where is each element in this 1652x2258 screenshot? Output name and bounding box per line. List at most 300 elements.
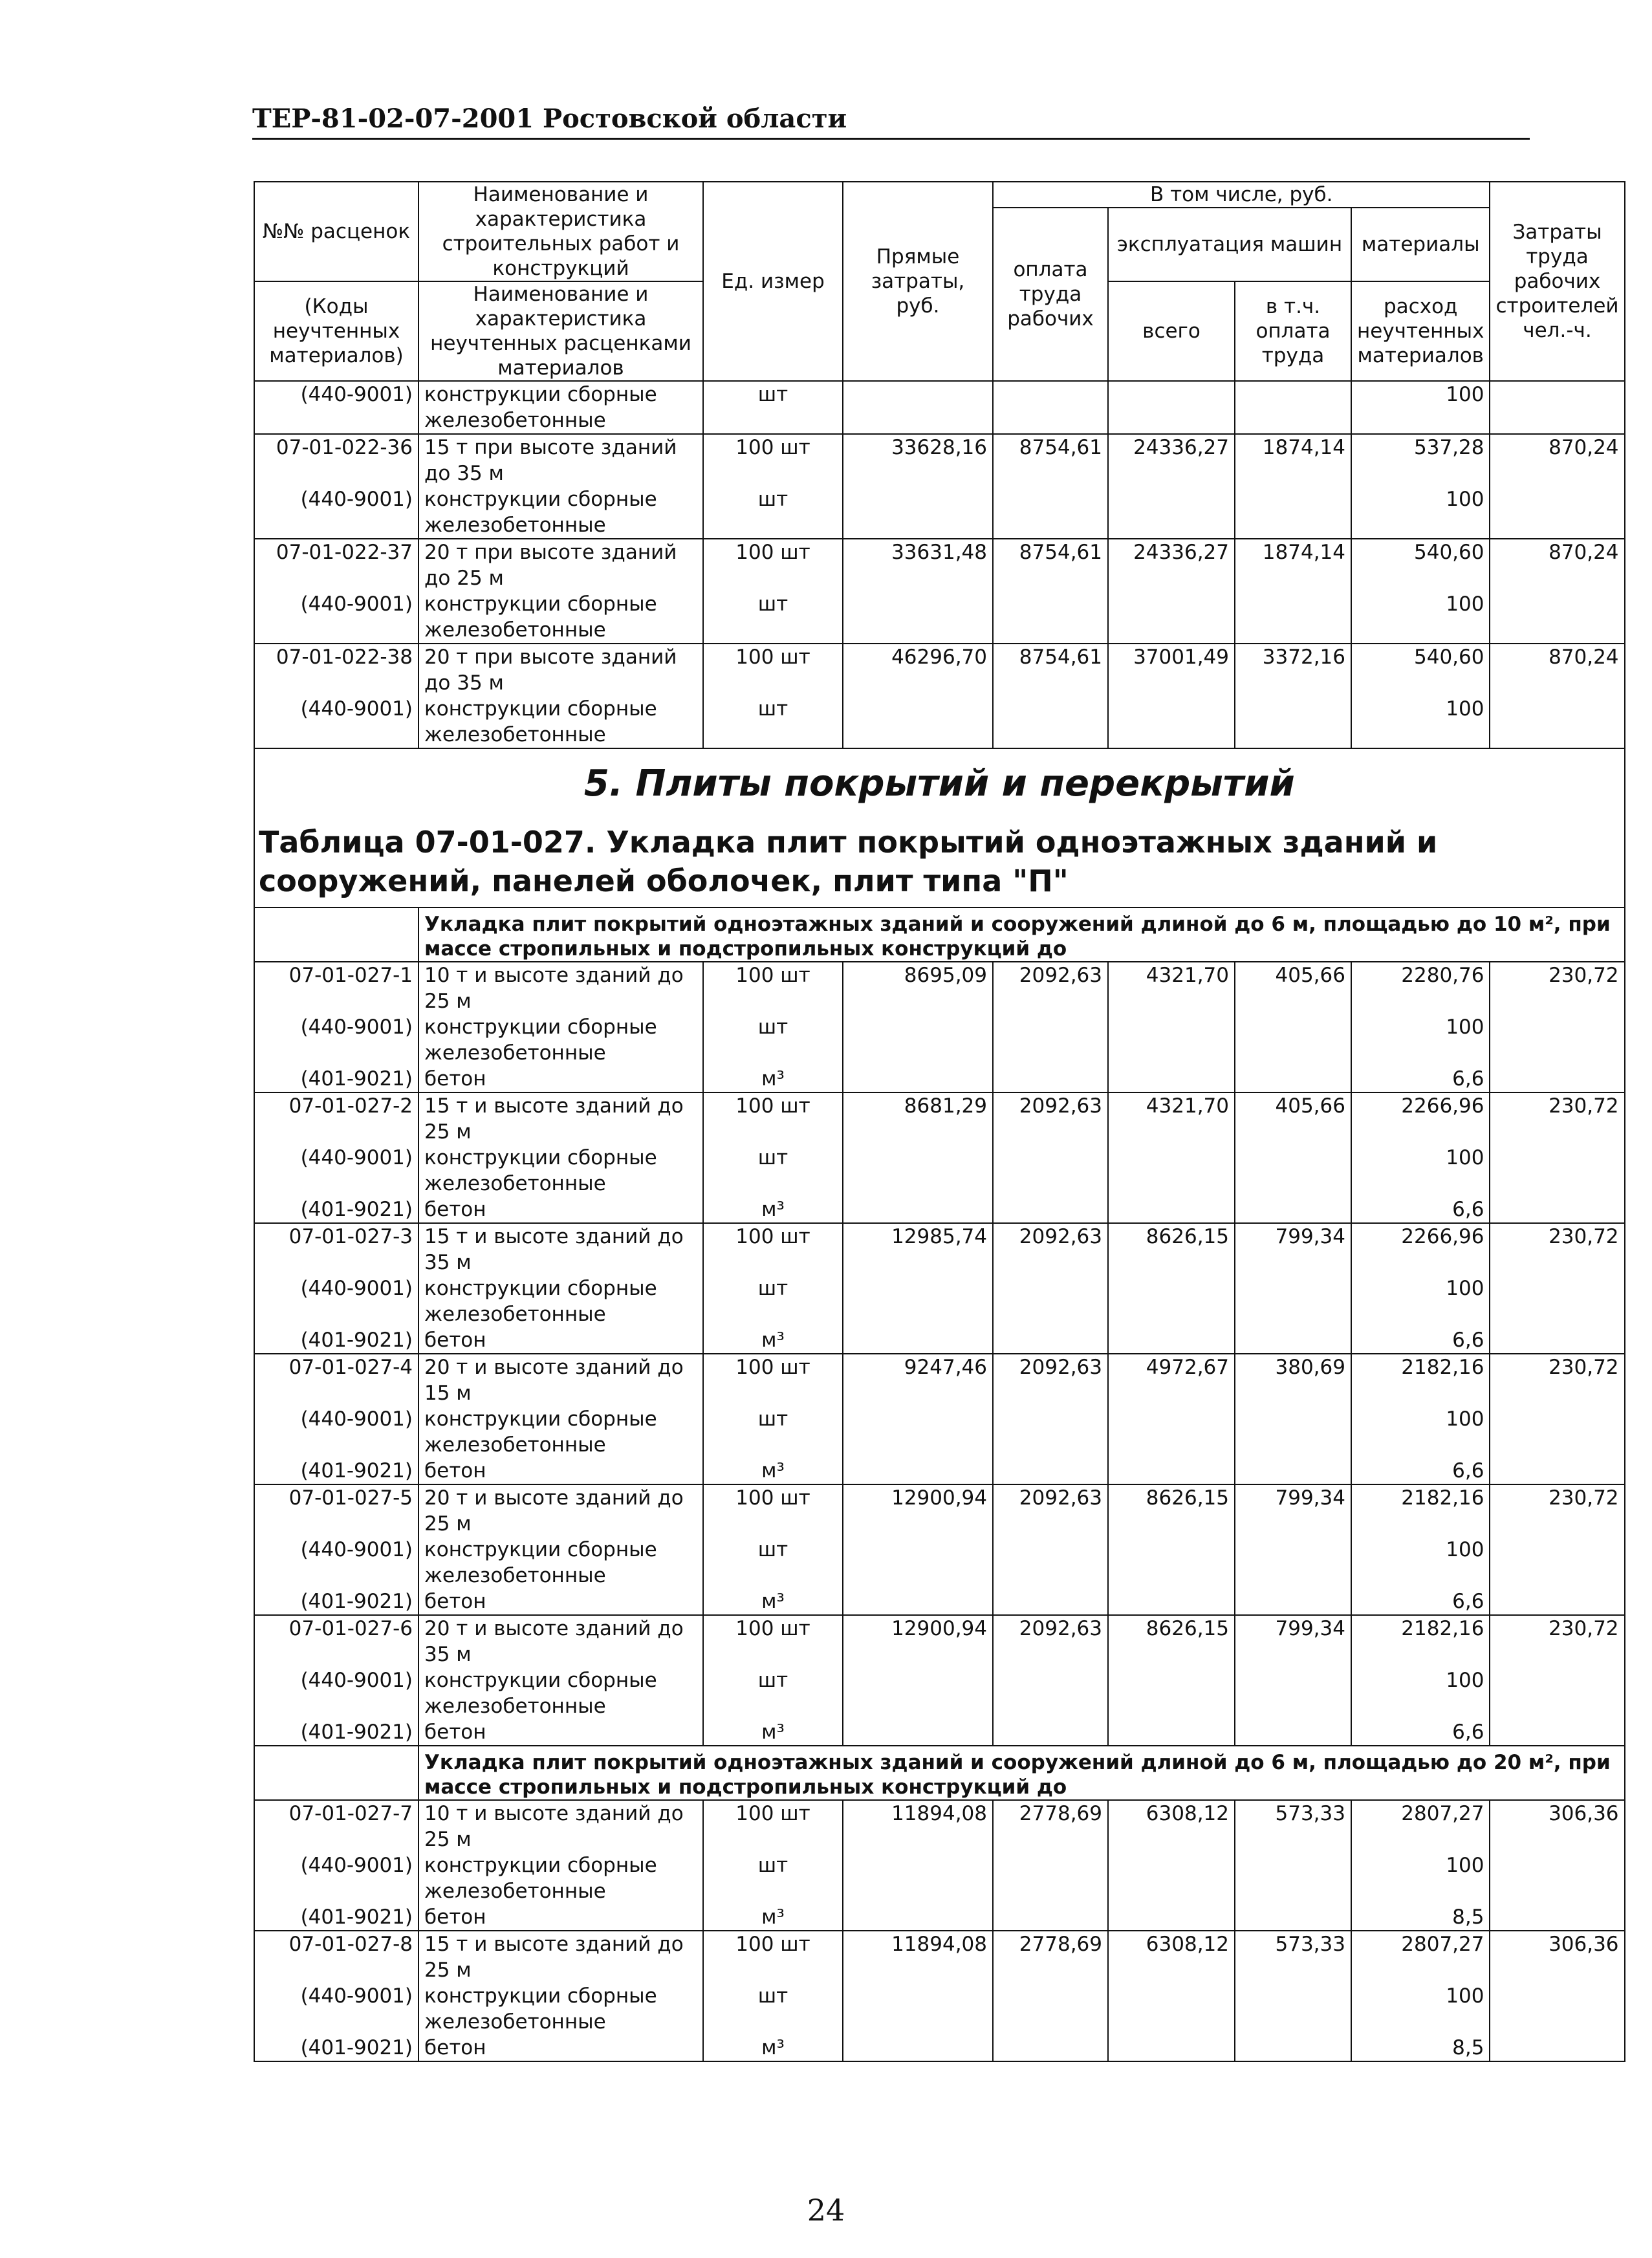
header-code: №№ расценок [254,182,418,281]
cell-all: 4972,67 [1108,1354,1235,1406]
cell-mat: 100 [1351,381,1490,434]
cell-mlab [1235,1537,1351,1589]
cell-mat: 100 [1351,1537,1490,1589]
cell-unit: м³ [703,1904,843,1931]
cell-unit: шт [703,591,843,644]
cell-mat: 540,60 [1351,539,1490,591]
table-row [254,1092,1625,1145]
cell-mlab [1235,1589,1351,1615]
cell-name: бетон [418,1904,703,1931]
cell-mlab: 405,66 [1235,1092,1351,1145]
cell-lab [1490,1852,1624,1904]
cell-name: конструкции сборные железобетонные [418,1983,703,2035]
cell-code: (440-9001) [254,486,418,539]
cell-mat: 6,6 [1351,1589,1490,1615]
table-row [254,591,1625,644]
cell-mat: 100 [1351,1145,1490,1197]
table-caption: Таблица 07-01-027. Укладка плит покрытий одноэтажных зданий и сооружений, панелей оболочек, плит типа "П" [259,825,1438,898]
cell-mlab: 1874,14 [1235,539,1351,591]
table-row [254,1904,1625,1931]
cell-name: бетон [418,1719,703,1746]
cell-mlab [1235,696,1351,748]
cell-all [1108,1904,1235,1931]
header-materials-sub: расход неучтенных материалов [1351,281,1490,381]
cell-code: 07-01-027-6 [254,1615,418,1667]
cell-lab [1490,1327,1624,1354]
cell-code: (440-9001) [254,1983,418,2035]
cell-name: 10 т и высоте зданий до 25 м [418,1800,703,1852]
cell-mlab [1235,1406,1351,1458]
cell-lab: 230,72 [1490,1223,1624,1276]
cell-direct [843,1852,993,1904]
cell-code: (440-9001) [254,1406,418,1458]
table-row [254,1537,1625,1589]
cell-unit: шт [703,486,843,539]
table-row [254,1458,1625,1484]
cell-unit: шт [703,1852,843,1904]
cell-all: 37001,49 [1108,644,1235,696]
cell-pay [993,2035,1108,2061]
cell-name: конструкции сборные железобетонные [418,1014,703,1066]
table-row [254,1406,1625,1458]
cell-lab: 230,72 [1490,962,1624,1014]
cell-unit: м³ [703,2035,843,2061]
cell-direct: 8695,09 [843,962,993,1014]
header-machines-labor: в т.ч. оплата труда [1235,281,1351,381]
cell-unit: м³ [703,1327,843,1354]
cell-mlab: 573,33 [1235,1931,1351,1983]
cell-mlab [1235,591,1351,644]
cell-unit: м³ [703,1066,843,1092]
cell-code: (440-9001) [254,1014,418,1066]
cell-mat: 100 [1351,1852,1490,1904]
cell-all [1108,486,1235,539]
cell-name: 20 т и высоте зданий до 25 м [418,1484,703,1537]
table-row [254,1852,1625,1904]
table-row [254,1276,1625,1327]
cell-name: конструкции сборные железобетонные [418,1537,703,1589]
cell-name: 20 т при высоте зданий до 25 м [418,539,703,591]
cell-lab [1490,1197,1624,1223]
table-row [254,1589,1625,1615]
cell-mlab: 573,33 [1235,1800,1351,1852]
cell-code: 07-01-027-3 [254,1223,418,1276]
cell-code: (401-9021) [254,1066,418,1092]
rates-table [254,181,1625,2062]
cell-lab [1490,591,1624,644]
cell-mlab [1235,1327,1351,1354]
cell-name: бетон [418,1197,703,1223]
cell-code: 07-01-022-37 [254,539,418,591]
cell-unit: 100 шт [703,644,843,696]
cell-direct: 11894,08 [843,1800,993,1852]
cell-code: 07-01-027-8 [254,1931,418,1983]
cell-all [1108,1458,1235,1484]
header-labor-pay: оплата труда рабочих [993,208,1108,381]
cell-mlab [1235,1458,1351,1484]
cell-unit: 100 шт [703,434,843,486]
cell-direct [843,1066,993,1092]
table-row [254,2035,1625,2061]
cell-direct [843,1014,993,1066]
cell-mat: 100 [1351,486,1490,539]
cell-code: (401-9021) [254,1197,418,1223]
cell-unit: 100 шт [703,962,843,1014]
cell-mat: 6,6 [1351,1458,1490,1484]
cell-unit: шт [703,1983,843,2035]
table-row [254,962,1625,1014]
cell-code: (440-9001) [254,1537,418,1589]
cell-code: 07-01-027-1 [254,962,418,1014]
table-row [254,1145,1625,1197]
cell-lab [1490,1406,1624,1458]
cell-direct [843,381,993,434]
cell-code: (440-9001) [254,1667,418,1719]
cell-mat: 2807,27 [1351,1931,1490,1983]
cell-code: 07-01-027-2 [254,1092,418,1145]
cell-code: (440-9001) [254,1276,418,1327]
cell-pay [993,1014,1108,1066]
cell-all [1108,1406,1235,1458]
table-body-top [254,381,1625,748]
cell-direct [843,1667,993,1719]
cell-name: бетон [418,1327,703,1354]
cell-mlab: 1874,14 [1235,434,1351,486]
cell-mat: 6,6 [1351,1197,1490,1223]
cell-name: бетон [418,2035,703,2061]
cell-direct [843,1197,993,1223]
cell-pay: 8754,61 [993,539,1108,591]
cell-lab: 870,24 [1490,644,1624,696]
cell-name: 15 т при высоте зданий до 35 м [418,434,703,486]
cell-mlab [1235,1066,1351,1092]
cell-unit: 100 шт [703,1354,843,1406]
cell-mat: 2182,16 [1351,1615,1490,1667]
cell-lab: 306,36 [1490,1931,1624,1983]
cell-direct [843,1145,993,1197]
cell-pay [993,1719,1108,1746]
cell-pay: 2092,63 [993,1484,1108,1537]
cell-pay [993,1537,1108,1589]
cell-lab [1490,1145,1624,1197]
cell-direct [843,1327,993,1354]
cell-direct: 8681,29 [843,1092,993,1145]
cell-mat: 6,6 [1351,1327,1490,1354]
table-row [254,644,1625,696]
cell-unit: 100 шт [703,539,843,591]
cell-mlab [1235,2035,1351,2061]
cell-lab [1490,1066,1624,1092]
header-including: В том числе, руб. [993,182,1490,208]
cell-mat: 6,6 [1351,1066,1490,1092]
table-row [254,1354,1625,1406]
cell-mlab: 799,34 [1235,1223,1351,1276]
table-body-group-2 [254,1800,1625,2061]
cell-unit: м³ [703,1458,843,1484]
cell-pay [993,381,1108,434]
cell-name: бетон [418,1458,703,1484]
cell-all: 8626,15 [1108,1223,1235,1276]
cell-mat: 2266,96 [1351,1092,1490,1145]
cell-pay: 2092,63 [993,1354,1108,1406]
cell-mat: 2182,16 [1351,1484,1490,1537]
cell-name: 10 т и высоте зданий до 25 м [418,962,703,1014]
cell-pay: 2778,69 [993,1800,1108,1852]
header-labor-cost: Затраты труда рабочих строителей чел.-ч. [1490,182,1624,381]
cell-direct [843,1458,993,1484]
group-heading-1: Укладка плит покрытий одноэтажных зданий и сооружений длиной до 6 м, площадью до 10 м², при массе стропильных и подстропильных конструкций до [418,907,1625,962]
cell-direct [843,1276,993,1327]
cell-name: конструкции сборные железобетонные [418,1145,703,1197]
cell-lab: 230,72 [1490,1092,1624,1145]
cell-unit: м³ [703,1719,843,1746]
cell-lab [1490,696,1624,748]
cell-direct [843,486,993,539]
header-machines-all: всего [1108,281,1235,381]
cell-name: конструкции сборные железобетонные [418,696,703,748]
header-name-sub: Наименование и характеристика неучтенных расценками материалов [418,281,703,381]
cell-code: 07-01-022-38 [254,644,418,696]
cell-mat: 537,28 [1351,434,1490,486]
cell-mlab [1235,1983,1351,2035]
cell-name: бетон [418,1066,703,1092]
cell-direct: 12985,74 [843,1223,993,1276]
cell-name: 20 т при высоте зданий до 35 м [418,644,703,696]
cell-all [1108,1852,1235,1904]
cell-unit: шт [703,1667,843,1719]
cell-all [1108,1983,1235,2035]
cell-all [1108,1719,1235,1746]
table-row [254,1800,1625,1852]
cell-code: 07-01-027-4 [254,1354,418,1406]
cell-name: конструкции сборные железобетонные [418,381,703,434]
cell-direct: 33628,16 [843,434,993,486]
cell-all: 6308,12 [1108,1800,1235,1852]
cell-mlab: 380,69 [1235,1354,1351,1406]
cell-unit: м³ [703,1589,843,1615]
cell-all [1108,591,1235,644]
cell-direct: 12900,94 [843,1484,993,1537]
cell-pay [993,1458,1108,1484]
cell-mat: 2182,16 [1351,1354,1490,1406]
cell-code: (440-9001) [254,1145,418,1197]
cell-lab [1490,1458,1624,1484]
cell-mat: 100 [1351,1667,1490,1719]
table-row [254,434,1625,486]
document-header: ТЕР-81-02-07-2001 Ростовской области [252,103,1530,140]
cell-mat: 100 [1351,1014,1490,1066]
cell-lab: 230,72 [1490,1484,1624,1537]
cell-pay: 8754,61 [993,644,1108,696]
cell-mat: 8,5 [1351,2035,1490,2061]
cell-pay [993,591,1108,644]
cell-direct: 12900,94 [843,1615,993,1667]
cell-mat: 2807,27 [1351,1800,1490,1852]
page-number: 24 [807,2193,845,2228]
header-machines: эксплуатация машин [1108,208,1351,281]
cell-mat: 2266,96 [1351,1223,1490,1276]
cell-mlab [1235,1904,1351,1931]
cell-mlab [1235,1197,1351,1223]
group-heading-2: Укладка плит покрытий одноэтажных зданий и сооружений длиной до 6 м, площадью до 20 м², при массе стропильных и подстропильных конструкций до [418,1746,1625,1800]
cell-pay: 2778,69 [993,1931,1108,1983]
section-title: 5. Плиты покрытий и перекрытий [583,763,1295,805]
cell-lab: 230,72 [1490,1615,1624,1667]
cell-code: (440-9001) [254,696,418,748]
cell-direct [843,1719,993,1746]
cell-mat: 100 [1351,696,1490,748]
cell-mlab [1235,1852,1351,1904]
cell-pay: 2092,63 [993,1092,1108,1145]
cell-code: 07-01-027-7 [254,1800,418,1852]
table-row [254,486,1625,539]
cell-direct: 46296,70 [843,644,993,696]
cell-all [1108,1145,1235,1197]
cell-all [1108,1327,1235,1354]
cell-name: конструкции сборные железобетонные [418,1276,703,1327]
cell-unit: шт [703,1406,843,1458]
cell-lab: 870,24 [1490,434,1624,486]
cell-direct: 11894,08 [843,1931,993,1983]
cell-code: (440-9001) [254,381,418,434]
cell-mlab: 799,34 [1235,1484,1351,1537]
cell-name: конструкции сборные железобетонные [418,1852,703,1904]
cell-code: (401-9021) [254,2035,418,2061]
cell-pay [993,1983,1108,2035]
cell-lab: 230,72 [1490,1354,1624,1406]
header-code-sub: (Коды неучтенных материалов) [254,281,418,381]
header-direct-costs: Прямые затраты, руб. [843,182,993,381]
table-row [254,1484,1625,1537]
cell-pay [993,1197,1108,1223]
cell-lab [1490,1014,1624,1066]
cell-all: 6308,12 [1108,1931,1235,1983]
cell-lab [1490,1589,1624,1615]
cell-mlab [1235,1145,1351,1197]
cell-direct: 9247,46 [843,1354,993,1406]
cell-lab [1490,381,1624,434]
cell-name: 15 т и высоте зданий до 35 м [418,1223,703,1276]
table-row [254,1667,1625,1719]
cell-pay [993,1667,1108,1719]
cell-all [1108,1066,1235,1092]
cell-all: 24336,27 [1108,434,1235,486]
cell-unit: 100 шт [703,1484,843,1537]
cell-mat: 2280,76 [1351,962,1490,1014]
header-name: Наименование и характеристика строительных работ и конструкций [418,182,703,281]
cell-unit: шт [703,1014,843,1066]
cell-mat: 100 [1351,1406,1490,1458]
cell-lab [1490,2035,1624,2061]
cell-all [1108,1537,1235,1589]
section-block [254,748,1625,962]
cell-lab [1490,486,1624,539]
cell-pay [993,1276,1108,1327]
cell-mlab: 405,66 [1235,962,1351,1014]
cell-code: (440-9001) [254,1852,418,1904]
cell-lab [1490,1904,1624,1931]
cell-mlab [1235,1719,1351,1746]
cell-all [1108,1667,1235,1719]
cell-all [1108,1276,1235,1327]
cell-code: (401-9021) [254,1589,418,1615]
cell-name: конструкции сборные железобетонные [418,486,703,539]
cell-pay [993,1145,1108,1197]
cell-unit: 100 шт [703,1800,843,1852]
cell-unit: шт [703,1537,843,1589]
cell-all [1108,1197,1235,1223]
cell-unit: м³ [703,1197,843,1223]
cell-mat: 8,5 [1351,1904,1490,1931]
cell-mat: 100 [1351,1276,1490,1327]
cell-name: 20 т и высоте зданий до 15 м [418,1354,703,1406]
cell-code: (401-9021) [254,1904,418,1931]
cell-mat: 100 [1351,591,1490,644]
cell-mlab [1235,1667,1351,1719]
table-body-group-1 [254,962,1625,1746]
cell-unit: 100 шт [703,1615,843,1667]
cell-unit: 100 шт [703,1223,843,1276]
cell-pay [993,1406,1108,1458]
cell-unit: шт [703,381,843,434]
cell-pay: 2092,63 [993,962,1108,1014]
cell-name: конструкции сборные железобетонные [418,1406,703,1458]
cell-all: 8626,15 [1108,1615,1235,1667]
table-row [254,1223,1625,1276]
cell-direct [843,591,993,644]
cell-pay: 2092,63 [993,1223,1108,1276]
cell-mat: 6,6 [1351,1719,1490,1746]
cell-code: (401-9021) [254,1327,418,1354]
cell-unit: 100 шт [703,1931,843,1983]
table-row [254,1014,1625,1066]
cell-direct [843,696,993,748]
cell-direct [843,1904,993,1931]
cell-mlab: 3372,16 [1235,644,1351,696]
cell-mlab [1235,486,1351,539]
table-row [254,1719,1625,1746]
cell-name: конструкции сборные железобетонные [418,1667,703,1719]
header-materials: материалы [1351,208,1490,281]
cell-code: (401-9021) [254,1719,418,1746]
table-row [254,1197,1625,1223]
cell-all: 8626,15 [1108,1484,1235,1537]
cell-lab [1490,1719,1624,1746]
cell-pay [993,1589,1108,1615]
cell-all [1108,1589,1235,1615]
table-row [254,381,1625,434]
cell-name: конструкции сборные железобетонные [418,591,703,644]
cell-lab: 870,24 [1490,539,1624,591]
cell-all: 4321,70 [1108,1092,1235,1145]
table-header [254,182,1625,381]
cell-mlab [1235,381,1351,434]
table-row [254,1066,1625,1092]
cell-code: 07-01-027-5 [254,1484,418,1537]
cell-mlab: 799,34 [1235,1615,1351,1667]
header-unit: Ед. измер [703,182,843,381]
cell-unit: шт [703,1145,843,1197]
cell-direct [843,1589,993,1615]
cell-all [1108,1014,1235,1066]
cell-all: 4321,70 [1108,962,1235,1014]
cell-direct [843,1406,993,1458]
cell-pay [993,1852,1108,1904]
cell-name: 15 т и высоте зданий до 25 м [418,1092,703,1145]
table-row [254,539,1625,591]
cell-lab [1490,1667,1624,1719]
cell-unit: шт [703,1276,843,1327]
